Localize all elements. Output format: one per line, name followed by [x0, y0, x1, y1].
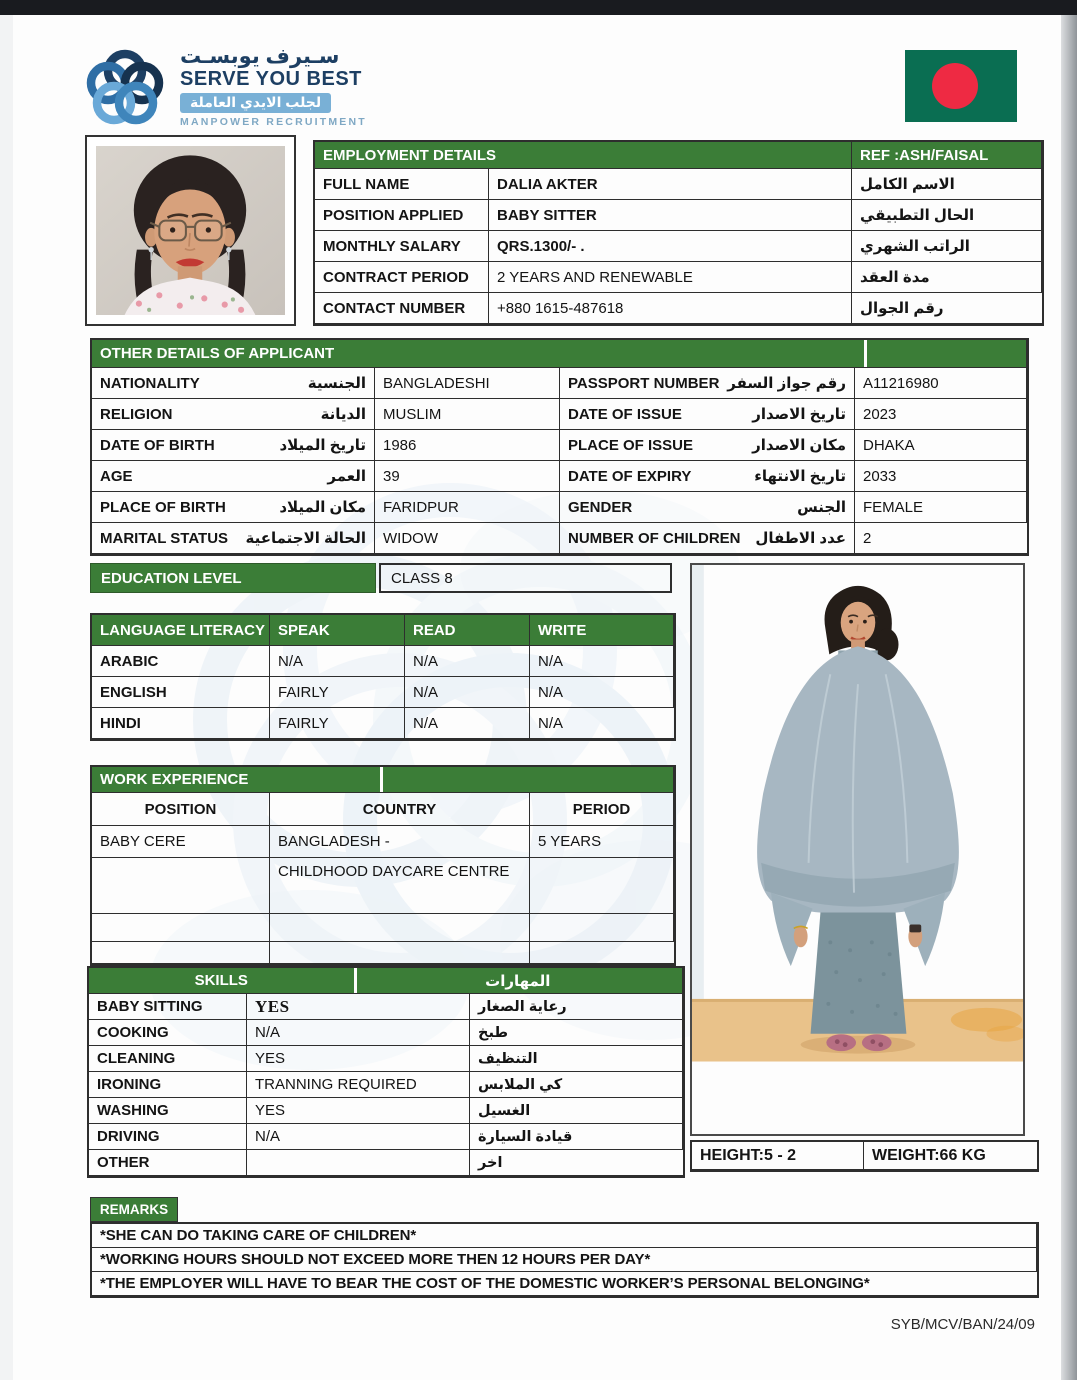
- footer-ref-code: SYB/MCV/BAN/24/09: [890, 1316, 1035, 1333]
- employment-row-label: CONTACT NUMBER: [315, 293, 489, 324]
- employment-row-label: MONTHLY SALARY: [315, 231, 489, 262]
- field-label-arabic: مكان الميلاد: [279, 499, 366, 516]
- language-speak: FAIRLY: [270, 677, 405, 708]
- skill-arabic: الغسيل: [470, 1098, 683, 1124]
- field-label: PLACE OF ISSUE: [568, 436, 694, 454]
- work-period: [530, 858, 674, 914]
- other-details-label: [560, 368, 855, 399]
- work-column-header: PERIOD: [530, 793, 674, 826]
- field-label-arabic: رقم جواز السفر: [727, 375, 846, 392]
- language-write: N/A: [530, 646, 674, 677]
- employment-header: EMPLOYMENT DETAILS: [315, 142, 852, 169]
- field-label-arabic: الحالة الاجتماعية: [245, 530, 366, 547]
- physique-row: [690, 1140, 1039, 1172]
- field-label-arabic: الديانة: [320, 406, 366, 423]
- applicant-headshot-photo: [85, 135, 296, 326]
- other-details-label: [92, 430, 375, 461]
- remarks-section: [90, 1222, 1039, 1298]
- employment-row-value: +880 1615-487618: [489, 293, 852, 324]
- employment-row-arabic: رقم الجوال: [852, 293, 1042, 324]
- language-name: HINDI: [92, 708, 270, 739]
- skills-header: [89, 968, 683, 994]
- other-details-value: 1986: [375, 430, 560, 461]
- education-level-value: CLASS 8: [379, 563, 672, 593]
- other-details-value: MUSLIM: [375, 399, 560, 430]
- skill-value: TRANNING REQUIRED: [247, 1072, 470, 1098]
- language-header: READ: [405, 615, 530, 646]
- remark-line: *SHE CAN DO TAKING CARE OF CHILDREN*: [92, 1224, 1037, 1248]
- work-column-header: POSITION: [92, 793, 270, 826]
- education-level-label: EDUCATION LEVEL: [90, 563, 376, 593]
- skill-label: CLEANING: [89, 1046, 247, 1072]
- field-label-arabic: العمر: [327, 468, 366, 485]
- field-label: AGE: [100, 467, 133, 485]
- other-details-value: WIDOW: [375, 523, 560, 554]
- other-details-value: A11216980: [855, 368, 1027, 399]
- field-label: MARITAL STATUS: [100, 529, 229, 547]
- weight-cell: WEIGHT:66 KG: [864, 1142, 1037, 1170]
- other-details-value: FARIDPUR: [375, 492, 560, 523]
- other-details-value: DHAKA: [855, 430, 1027, 461]
- skill-value: YES: [247, 994, 470, 1020]
- employment-row-label: CONTRACT PERIOD: [315, 262, 489, 293]
- knot-logo-icon: [80, 44, 170, 134]
- language-write: N/A: [530, 677, 674, 708]
- work-country: [270, 914, 530, 942]
- skill-arabic: قيادة السيارة: [470, 1124, 683, 1150]
- employment-row-label: POSITION APPLIED: [315, 200, 489, 231]
- field-label: RELIGION: [100, 405, 173, 423]
- language-name: ARABIC: [92, 646, 270, 677]
- bangladesh-flag: [905, 50, 1017, 122]
- skill-label: DRIVING: [89, 1124, 247, 1150]
- work-experience-table: [90, 765, 676, 966]
- brand-tagline: MANPOWER RECRUITMENT: [180, 116, 367, 129]
- other-details-value: 2023: [855, 399, 1027, 430]
- other-details-label: [560, 430, 855, 461]
- language-speak: FAIRLY: [270, 708, 405, 739]
- employment-table: [313, 140, 1044, 326]
- skill-value: YES: [247, 1046, 470, 1072]
- scan-top-bar: [0, 0, 1077, 15]
- skill-label: BABY SITTING: [89, 994, 247, 1020]
- other-details-label: [92, 399, 375, 430]
- skill-label: COOKING: [89, 1020, 247, 1046]
- flag-red-circle-icon: [932, 63, 978, 109]
- work-position: [92, 914, 270, 942]
- skill-label: OTHER: [89, 1150, 247, 1176]
- height-cell: HEIGHT:5 - 2: [692, 1142, 864, 1170]
- scan-left-edge: [0, 15, 13, 1380]
- field-label-arabic: مكان الاصدار: [752, 437, 846, 454]
- work-position: [92, 858, 270, 914]
- field-label: DATE OF ISSUE: [568, 405, 682, 423]
- other-details-table: [90, 338, 1029, 556]
- field-label-arabic: تاريخ الانتهاء: [754, 468, 846, 485]
- work-experience-header: WORK EXPERIENCE: [92, 767, 674, 793]
- skill-value: [247, 1150, 470, 1176]
- language-header: WRITE: [530, 615, 674, 646]
- field-label-arabic: عدد الاطفال: [755, 530, 846, 547]
- field-label-arabic: تاريخ الاصدار: [752, 406, 846, 423]
- work-country: BANGLADESH -: [270, 826, 530, 858]
- language-read: N/A: [405, 677, 530, 708]
- field-label: DATE OF EXPIRY: [568, 467, 692, 485]
- field-label: DATE OF BIRTH: [100, 436, 215, 454]
- skill-arabic: اخر: [470, 1150, 683, 1176]
- scan-right-edge: [1061, 15, 1077, 1380]
- language-name: ENGLISH: [92, 677, 270, 708]
- other-details-value: 2: [855, 523, 1027, 554]
- other-details-value: BANGLADESHI: [375, 368, 560, 399]
- language-header: LANGUAGE LITERACY: [92, 615, 270, 646]
- other-details-label: [560, 461, 855, 492]
- brand-arabic-tagline: لجلب الايدي العاملة: [180, 93, 331, 113]
- language-literacy-table: [90, 613, 676, 741]
- employment-row-value: BABY SITTER: [489, 200, 852, 231]
- skill-label: IRONING: [89, 1072, 247, 1098]
- other-details-value: FEMALE: [855, 492, 1027, 523]
- employment-row-arabic: مدة العقد: [852, 262, 1042, 293]
- field-label: PLACE OF BIRTH: [100, 498, 226, 516]
- employment-row-value: DALIA AKTER: [489, 169, 852, 200]
- skill-value: N/A: [247, 1020, 470, 1046]
- employment-row-label: FULL NAME: [315, 169, 489, 200]
- skill-value: N/A: [247, 1124, 470, 1150]
- skill-arabic: التنظيف: [470, 1046, 683, 1072]
- work-country: [270, 942, 530, 964]
- brand-arabic-name: سـيرف يوبسـت: [180, 45, 340, 68]
- other-details-label: [92, 492, 375, 523]
- field-label: PASSPORT NUMBER: [568, 374, 720, 392]
- language-read: N/A: [405, 646, 530, 677]
- remark-line: *THE EMPLOYER WILL HAVE TO BEAR THE COST OF THE DOMESTIC WORKER’S PERSONAL BELONGING*: [92, 1272, 1037, 1296]
- skills-table: [87, 966, 685, 1178]
- language-header: SPEAK: [270, 615, 405, 646]
- skills-title: SKILLS: [194, 972, 248, 989]
- brand-logo: [80, 44, 367, 134]
- other-details-header: OTHER DETAILS OF APPLICANT: [92, 340, 1027, 368]
- employment-ref: REF :ASH/FAISAL: [852, 142, 1042, 169]
- other-details-value: 2033: [855, 461, 1027, 492]
- other-details-label: [560, 492, 855, 523]
- remark-line: *WORKING HOURS SHOULD NOT EXCEED MORE THEN 12 HOURS PER DAY*: [92, 1248, 1037, 1272]
- skills-title-arabic: المهارات: [485, 972, 551, 990]
- work-column-header: COUNTRY: [270, 793, 530, 826]
- other-details-label: [92, 368, 375, 399]
- other-details-label: [92, 523, 375, 554]
- field-label-arabic: تاريخ الميلاد: [279, 437, 366, 454]
- field-label: NUMBER OF CHILDREN: [568, 529, 741, 547]
- other-details-label: [92, 461, 375, 492]
- work-period: [530, 942, 674, 964]
- field-label-arabic: الجنس: [797, 499, 846, 516]
- skill-value: YES: [247, 1098, 470, 1124]
- work-position: [92, 942, 270, 964]
- other-details-value: 39: [375, 461, 560, 492]
- brand-name: SERVE YOU BEST: [180, 68, 362, 91]
- work-country: CHILDHOOD DAYCARE CENTRE: [270, 858, 530, 914]
- skill-arabic: طبخ: [470, 1020, 683, 1046]
- field-label: GENDER: [568, 498, 633, 516]
- language-speak: N/A: [270, 646, 405, 677]
- language-write: N/A: [530, 708, 674, 739]
- work-period: 5 YEARS: [530, 826, 674, 858]
- applicant-full-body-photo: [690, 563, 1025, 1136]
- field-label-arabic: الجنسية: [307, 375, 366, 392]
- employment-row-value: QRS.1300/- .: [489, 231, 852, 262]
- skill-arabic: رعاية الصغار: [470, 994, 683, 1020]
- field-label: NATIONALITY: [100, 374, 200, 392]
- language-read: N/A: [405, 708, 530, 739]
- other-details-label: [560, 523, 855, 554]
- skill-label: WASHING: [89, 1098, 247, 1124]
- work-position: BABY CERE: [92, 826, 270, 858]
- employment-row-arabic: الراتب الشهري: [852, 231, 1042, 262]
- employment-row-value: 2 YEARS AND RENEWABLE: [489, 262, 852, 293]
- remarks-chip: REMARKS: [90, 1197, 178, 1222]
- skill-arabic: كي الملابس: [470, 1072, 683, 1098]
- employment-row-arabic: الاسم الكامل: [852, 169, 1042, 200]
- other-details-label: [560, 399, 855, 430]
- employment-row-arabic: الحال التطبيقي: [852, 200, 1042, 231]
- work-period: [530, 914, 674, 942]
